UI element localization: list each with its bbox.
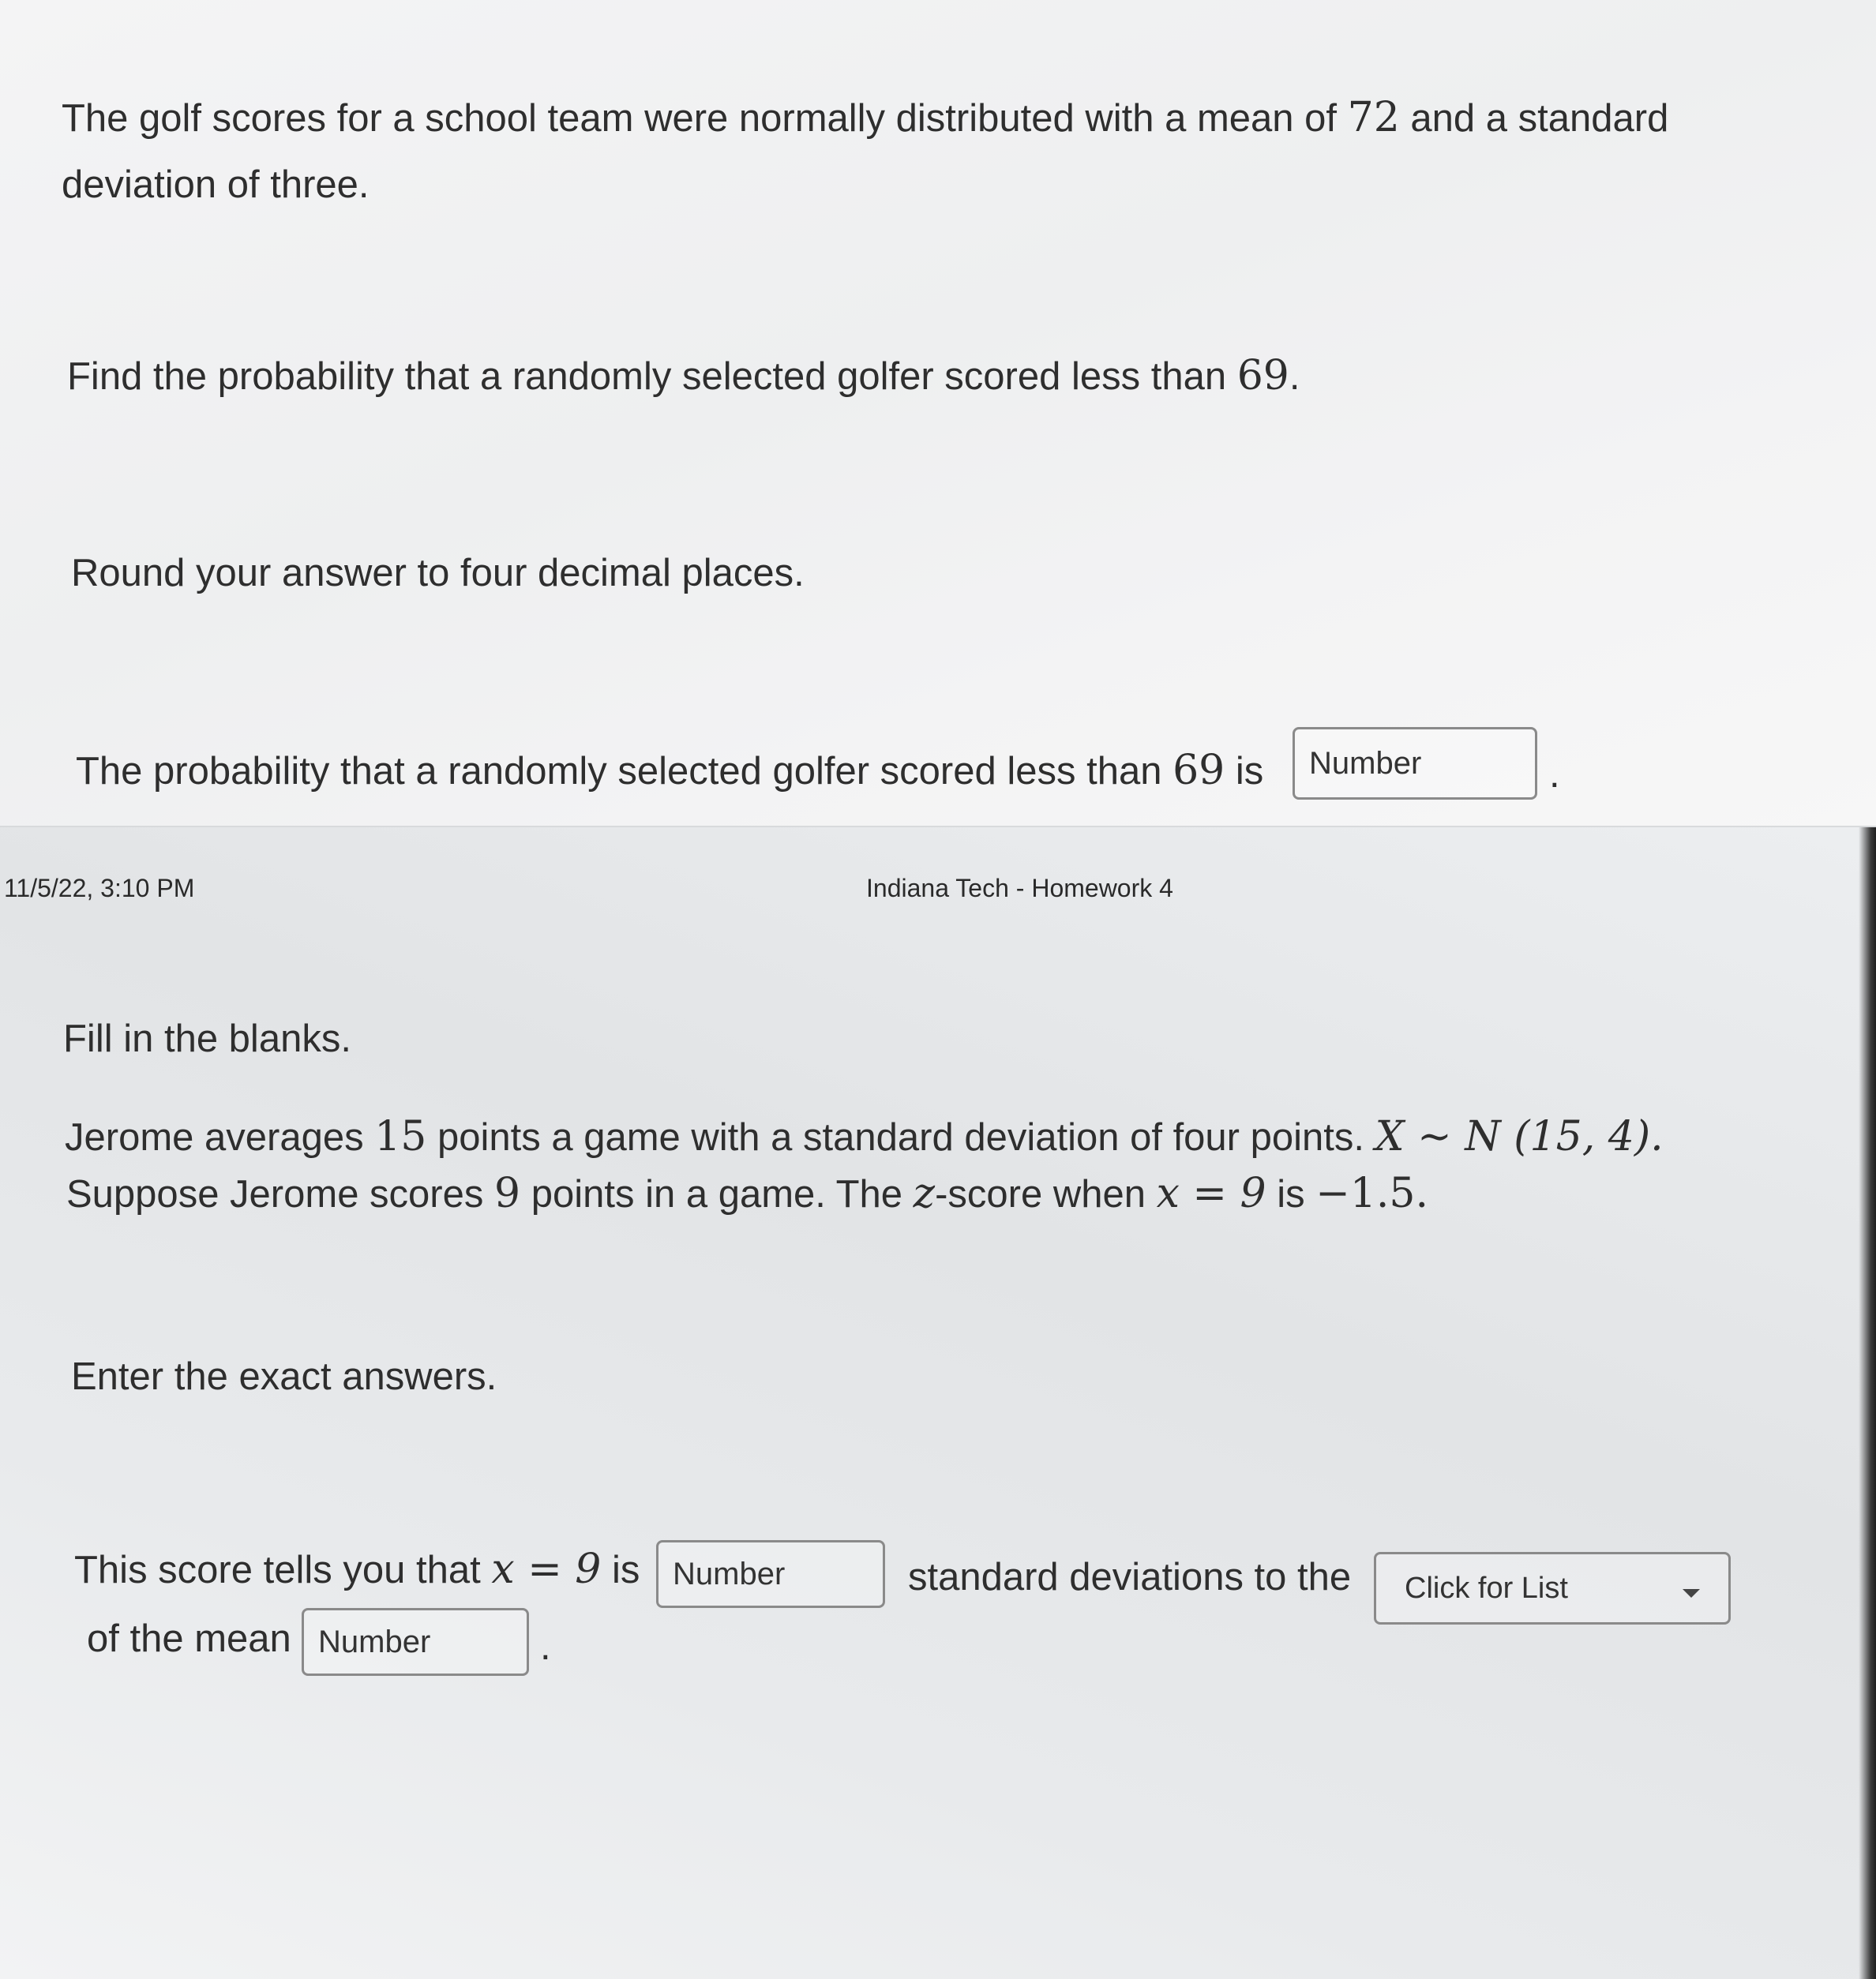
q2-line2-text-b: points in a game. The <box>520 1173 914 1216</box>
q2-problem-line2 <box>66 1165 1428 1223</box>
q2-distribution: X ∼ N (15, 4). <box>1375 1113 1664 1160</box>
q1-intro-line2: deviation of three. <box>62 163 370 206</box>
q1-answer-is: is <box>1225 750 1264 793</box>
q1-find-period: . <box>1289 355 1300 398</box>
q2-line1-text-a: Jerome averages <box>65 1116 375 1159</box>
q2-sd-direction-text: standard deviations to the <box>908 1556 1352 1599</box>
q2-tells-text: This score tells you that <box>74 1549 492 1591</box>
q1-find-text: Find the probability that a randomly selected golfer scored less than <box>67 355 1237 398</box>
q1-answer-text: The probability that a randomly selected golfer scored less than <box>76 750 1173 793</box>
q2-problem-line1 <box>65 1108 1664 1166</box>
q2-dropdown-label: Click for List <box>1405 1571 1568 1605</box>
q1-answer-period: . <box>1549 753 1560 796</box>
q1-round-instruction: Round your answer to four decimal places. <box>71 552 805 594</box>
q2-z-value: −1.5. <box>1315 1170 1429 1217</box>
chevron-down-icon <box>1683 1589 1700 1598</box>
q1-intro-text-a: The golf scores for a school team were normally distributed with a mean of <box>62 97 1348 140</box>
q2-score-value: 9 <box>494 1170 521 1217</box>
q1-probability-input[interactable] <box>1293 727 1537 800</box>
q2-line2-text-a: Suppose Jerome scores <box>66 1173 494 1216</box>
q2-x-equals: x = 9 <box>1156 1170 1266 1217</box>
q1-find-value: 69 <box>1236 352 1289 399</box>
q2-sd-count-placeholder: Number <box>673 1556 786 1591</box>
q2-exact-instruction: Enter the exact answers. <box>71 1355 497 1398</box>
q2-tells-x-equals: x = 9 <box>491 1546 602 1593</box>
q1-find-question <box>67 347 1300 405</box>
q2-z-symbol: z <box>913 1170 936 1217</box>
q2-average-value: 15 <box>374 1113 427 1160</box>
q1-intro-line1 <box>62 89 1668 147</box>
print-timestamp: 11/5/22, 3:10 PM <box>4 874 195 902</box>
q2-tells-is: is <box>601 1549 640 1591</box>
q2-mean-label: of the mean <box>87 1617 291 1660</box>
q2-mean-placeholder: Number <box>318 1624 431 1659</box>
q2-line2-text-c: -score when <box>935 1173 1157 1216</box>
q2-sd-count-input[interactable] <box>656 1540 885 1608</box>
q1-probability-placeholder: Number <box>1309 745 1422 781</box>
q2-direction-dropdown[interactable] <box>1374 1552 1731 1625</box>
q2-mean-period: . <box>540 1625 551 1668</box>
q1-answer-value: 69 <box>1172 747 1225 794</box>
q1-intro-text-b: and a standard <box>1399 97 1669 140</box>
q2-line1-text-b: points a game with a standard deviation of four points. <box>426 1116 1375 1159</box>
q2-line2-text-d: is <box>1266 1173 1316 1216</box>
page-edge-shadow <box>1859 827 1876 1979</box>
q1-answer-sentence <box>76 742 1263 800</box>
q2-mean-input[interactable] <box>302 1608 529 1676</box>
q2-tells-sentence <box>74 1541 640 1599</box>
q2-fill-instruction: Fill in the blanks. <box>63 1018 351 1060</box>
q1-mean-value: 72 <box>1347 94 1400 141</box>
print-page-title: Indiana Tech - Homework 4 <box>866 874 1173 902</box>
